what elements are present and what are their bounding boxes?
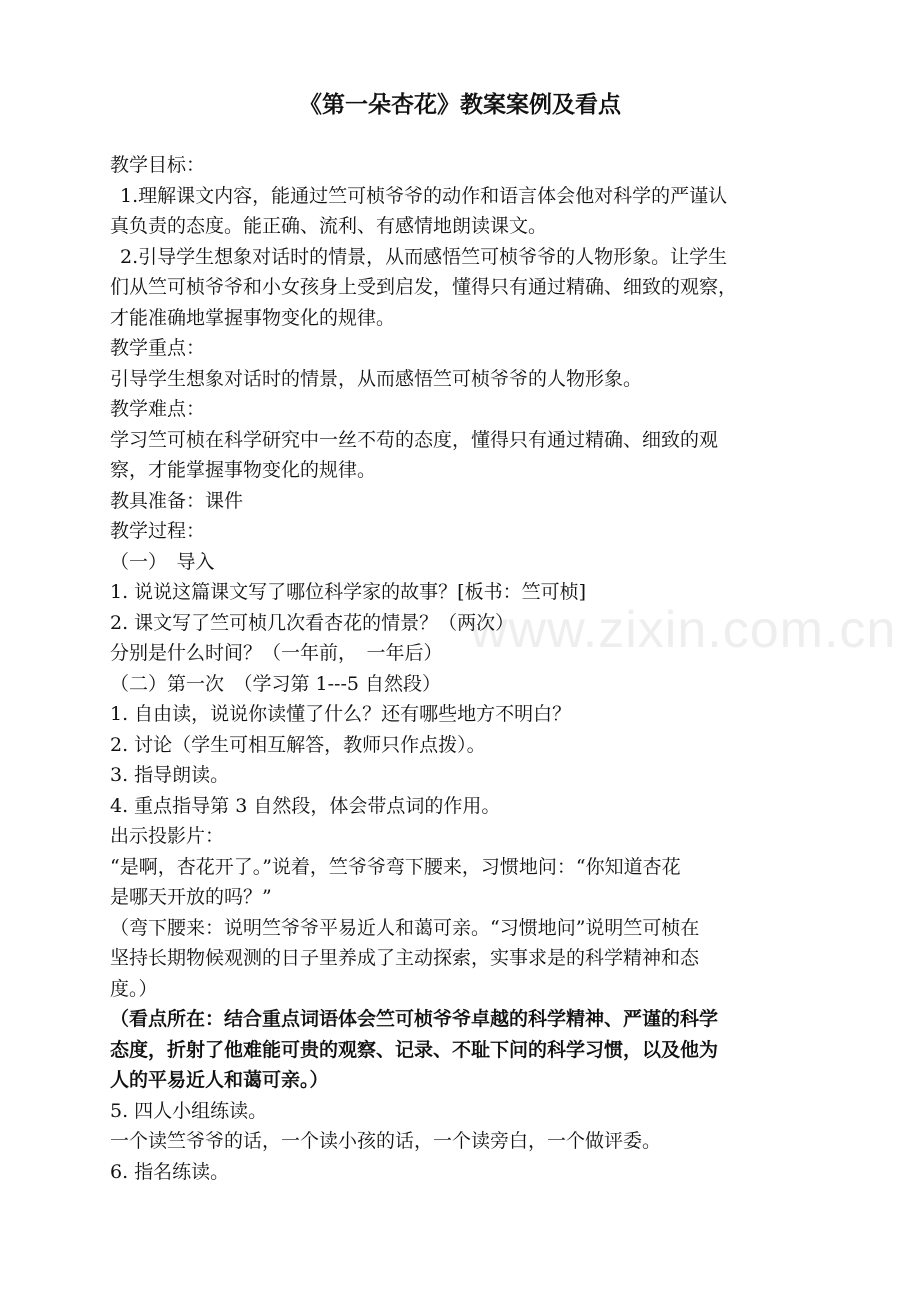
- highlight-line: （看点所在：结合重点词语体会竺可桢爷爷卓越的科学精神、严谨的科学: [110, 1008, 719, 1030]
- text-line: （一） 导入: [110, 550, 215, 573]
- text-line: 引导学生想象对话时的情景，从而感悟竺可桢爷爷的人物形象。: [110, 367, 643, 390]
- text-line: 3. 指导朗读。: [110, 764, 230, 786]
- text-line: 6. 指名练读。: [110, 1160, 230, 1183]
- text-line: 2.引导学生想象对话时的情景，从而感悟竺可桢爷爷的人物形象。让学生: [120, 245, 728, 268]
- text-line: “是啊，杏花开了。”说着，竺爷爷弯下腰来，习惯地问：“你知道杏花: [110, 855, 681, 878]
- text-line: 教学过程：: [110, 520, 206, 542]
- text-line: 1. 说说这篇课文写了哪位科学家的故事？[板书：竺可桢]: [110, 581, 586, 603]
- text-line: （二）第一次 （学习第 1---5 自然段）: [110, 672, 442, 695]
- text-line: 才能准确地掌握事物变化的规律。: [110, 306, 396, 329]
- text-line: 度。）: [110, 977, 158, 1000]
- text-line: 2. 课文写了竺可桢几次看杏花的情景？（两次）: [110, 611, 515, 634]
- text-line: 真负责的态度。能正确、流利、有感情地朗读课文。: [110, 215, 548, 237]
- text-line: 们从竺可桢爷爷和小女孩身上受到启发，懂得只有通过精确、细致的观察，: [110, 276, 738, 298]
- text-line: 1. 自由读，说说你读懂了什么？还有哪些地方不明白？: [110, 703, 572, 725]
- text-line: 教学难点：: [110, 398, 206, 420]
- text-line: 教学目标：: [110, 154, 206, 176]
- text-line: 教具准备：课件: [110, 489, 244, 512]
- text-line: 2. 讨论（学生可相互解答，教师只作点拨）。: [110, 733, 486, 756]
- text-line: 一个读竺爷爷的话，一个读小孩的话，一个读旁白，一个做评委。: [110, 1130, 662, 1152]
- document-body: [110, 150, 818, 1187]
- highlight-line: 人的平易近人和蔼可亲。）: [110, 1069, 329, 1091]
- text-line: （弯下腰来：说明竺爷爷平易近人和蔼可亲。“习惯地问”说明竺可桢在: [110, 916, 700, 939]
- text-line: 出示投影片：: [110, 825, 225, 847]
- watermark: www.zixin.com.cn: [470, 601, 897, 659]
- text-line: 是哪天开放的吗？”: [110, 886, 272, 908]
- text-line: 分别是什么时间？（一年前， 一年后）: [110, 642, 443, 664]
- text-line: 5. 四人小组练读。: [110, 1099, 268, 1122]
- text-line: 1.理解课文内容，能通过竺可桢爷爷的动作和语言体会他对科学的严谨认: [120, 184, 728, 207]
- text-line: 学习竺可桢在科学研究中一丝不苟的态度，懂得只有通过精确、细致的观: [110, 428, 719, 451]
- text-line: 4. 重点指导第 3 自然段，体会带点词的作用。: [110, 794, 501, 817]
- text-line: 察，才能掌握事物变化的规律。: [110, 459, 377, 481]
- text-line: 教学重点：: [110, 337, 206, 359]
- highlight-line: 态度，折射了他难能可贵的观察、记录、不耻下问的科学习惯，以及他为: [110, 1038, 719, 1061]
- text-line: 坚持长期物候观测的日子里养成了主动探索，实事求是的科学精神和态: [110, 947, 700, 969]
- page-title: 《第一朵杏花》教案案例及看点: [299, 92, 621, 118]
